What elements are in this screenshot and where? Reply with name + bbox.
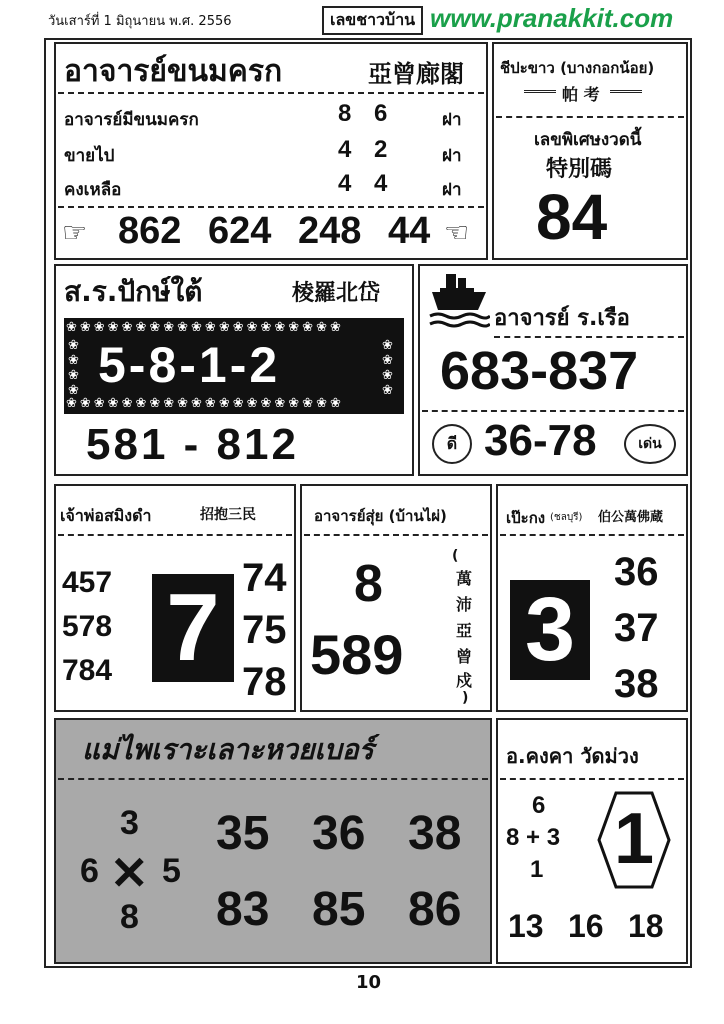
box5-right-number: 78 (242, 660, 287, 704)
box1-number: 862 (118, 210, 182, 252)
box2-title: ชีปะขาว (บางกอกน้อย) (500, 59, 655, 77)
box4-divider-bottom (422, 410, 684, 412)
box2-divider (496, 116, 684, 118)
box6-sub: 589 (310, 623, 404, 686)
box8-title: แม่ไพเราะเลาะหวยเบอร์ (82, 733, 374, 766)
box6-title: อาจารย์สุ่ย (บ้านไผ่) (314, 507, 447, 525)
box9-middle: 8 + 3 (506, 824, 561, 851)
box4-right-badge: เด่น (624, 424, 676, 464)
box9-big-number: 1 (613, 799, 655, 879)
flower-border-top: ❀❀❀❀❀❀❀❀❀❀❀❀❀❀❀❀❀❀❀❀ (66, 320, 344, 335)
box9-bottom: 1 (530, 856, 544, 883)
box1-row-label: คงเหลือ (64, 180, 122, 200)
box4-main: 683-837 (440, 341, 639, 401)
box9-number: 16 (568, 908, 604, 944)
box4-left-badge: ดี (432, 424, 472, 464)
box1-divider-bottom (58, 206, 484, 208)
box1-number: 248 (298, 210, 362, 252)
box3-chinese: 棱羅北岱 (292, 281, 381, 306)
box5-right-number: 75 (242, 608, 287, 652)
box8-cross-right: 5 (162, 852, 181, 890)
box1-row-b: 4 (374, 170, 388, 197)
box2-rule-right (610, 90, 642, 93)
box7-region: (ชลบุรี) (550, 512, 583, 523)
header-date: วันเสาร์ที่ 1 มิถุนายน พ.ศ. 2556 (48, 14, 232, 29)
box1-row-tail: ฝา (442, 180, 462, 200)
box1-row-a: 4 (338, 170, 352, 197)
box6-vertical-char: 萬 (456, 569, 473, 588)
box3-title: ส.ร.ปักษ์ใต้ (64, 275, 203, 308)
box7-divider (500, 534, 684, 536)
box5-right-number: 74 (242, 556, 287, 600)
box5-big-number: 7 (152, 574, 234, 682)
box8-row2-number: 85 (312, 883, 366, 936)
box8-row2-number: 86 (408, 883, 462, 936)
box6-paren-open: ( (452, 548, 459, 564)
pointing-hand-left-icon: ☜ (444, 216, 470, 249)
box6-main: 8 (354, 555, 383, 613)
box5-title: เจ้าพ่อสมิงดำ (60, 506, 152, 525)
box2-subtitle: เลขพิเศษงวดนี้ (534, 130, 642, 150)
box1-number: 624 (208, 210, 272, 252)
box7-right-number: 36 (614, 550, 659, 594)
box6-divider (304, 534, 488, 536)
box8-row1-number: 36 (312, 807, 366, 860)
box1-row-b: 2 (374, 136, 388, 163)
website-url[interactable]: www.pranakkit.com (430, 3, 674, 33)
box7-right-number: 38 (614, 662, 659, 706)
flower-border-left: ❀ ❀ ❀ ❀ (68, 338, 82, 398)
box9-number: 13 (508, 908, 544, 944)
box7-right-number: 37 (614, 606, 659, 650)
box8-row2-number: 83 (216, 883, 270, 936)
box9-title: อ.คงคา วัดม่วง (506, 744, 639, 768)
box3-bottom: 581 - 812 (86, 420, 299, 469)
box4-pair: 36-78 (484, 416, 597, 465)
flower-border-bottom: ❀❀❀❀❀❀❀❀❀❀❀❀❀❀❀❀❀❀❀❀ (66, 396, 344, 411)
box9-divider (500, 778, 684, 780)
box1-row-label: ขายไป (64, 146, 115, 166)
box1-row-a: 8 (338, 100, 352, 127)
box6-vertical-char: 沛 (456, 595, 473, 614)
box4-title: อาจารย์ ร.เรือ (494, 306, 630, 331)
box6-vertical-char: 亞 (456, 621, 473, 640)
box1-row-a: 4 (338, 136, 352, 163)
pointing-hand-right-icon: ☞ (62, 216, 88, 249)
box8-cross-left: 6 (80, 852, 99, 890)
box2-rule-left (524, 90, 556, 93)
box6-vertical-char: 戍 (456, 671, 473, 690)
box9-number: 18 (628, 908, 664, 944)
box1-row-tail: ฝา (442, 146, 462, 166)
header-logo: เลขชาวบ้าน (322, 6, 423, 35)
box7-title: เป๊ะกง (506, 509, 546, 527)
box1-chinese: 亞曾廊閣 (368, 60, 464, 88)
ship-icon (428, 270, 490, 332)
box2-chinese: 帕 考 (562, 85, 600, 104)
box1-row-label: อาจารย์มีขนมครก (64, 110, 199, 130)
box2-number: 84 (536, 181, 608, 253)
box7-chinese: 伯公萬佛蔵 (598, 510, 664, 525)
box8-cross-bottom: 8 (120, 898, 139, 936)
box8-divider (58, 778, 488, 780)
box9-top: 6 (532, 792, 546, 819)
box1-title: อาจารย์ขนมครก (64, 54, 283, 89)
box5-left-number: 578 (62, 610, 113, 643)
box8-cross-symbol: ✕ (110, 847, 149, 899)
box5-left-number: 457 (62, 566, 113, 599)
box8-row1-number: 38 (408, 807, 462, 860)
flower-border-right: ❀ ❀ ❀ ❀ (382, 338, 396, 398)
box2-chinese2: 特別碼 (546, 157, 613, 182)
box4-divider (494, 336, 684, 338)
box5-divider (58, 534, 292, 536)
box6-vertical-char: 曾 (456, 647, 473, 666)
box3-main: 5-8-1-2 (98, 337, 281, 393)
box1-row-b: 6 (374, 100, 388, 127)
page-number: 10 (356, 972, 382, 993)
box1-divider (58, 92, 484, 94)
box6-paren-close: ) (462, 690, 469, 706)
box5-left-number: 784 (62, 654, 113, 687)
box7-big-number: 3 (510, 580, 590, 680)
box1-number: 44 (388, 210, 431, 252)
box8-row1-number: 35 (216, 807, 270, 860)
box1-row-tail: ฝา (442, 110, 462, 130)
box8-cross-top: 3 (120, 804, 139, 842)
box5-chinese: 招抱三民 (200, 507, 256, 523)
